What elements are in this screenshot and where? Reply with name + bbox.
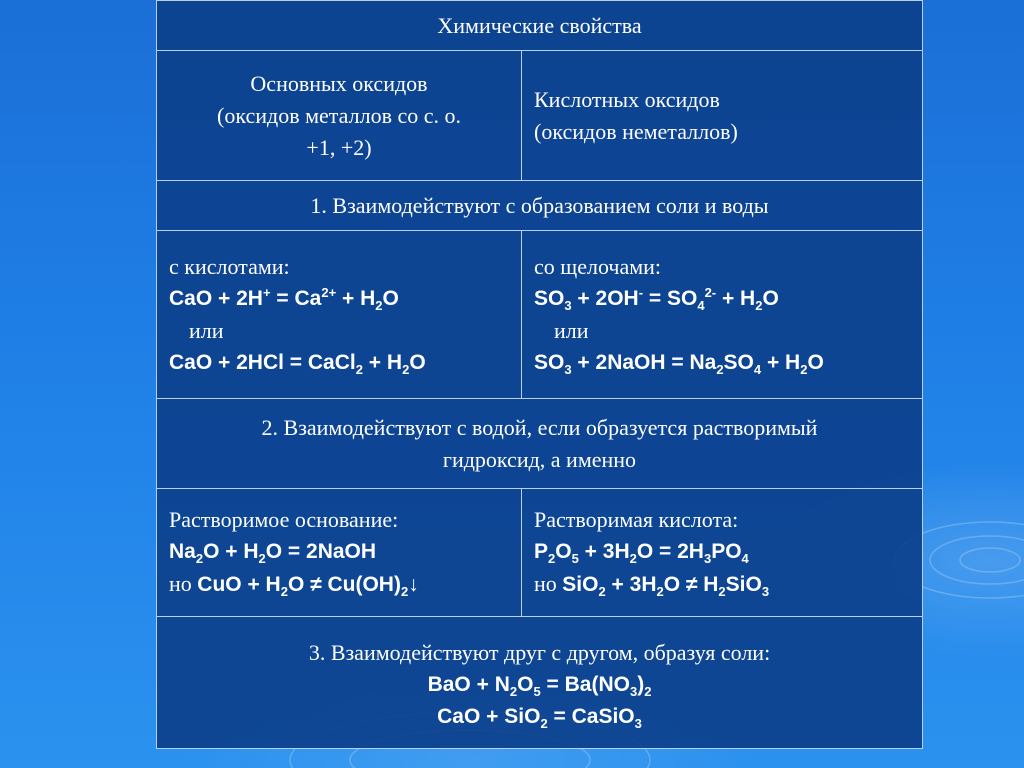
basic-oxides-subtitle: (оксидов металлов со с. о. [217,102,461,128]
chemical-properties-table [156,0,923,749]
acidic-oxides-header-cell [522,51,923,181]
table-title-cell [157,1,923,51]
section2-basic-exception: но CuO + $H_2O$ ≠ $Cu(OH)_2↓$ [169,571,419,600]
section2-basic-equation: $Na_2O + H_2O$ = 2NaOH [169,540,377,567]
section3-equation1: BaO + $N_2O_5 = Ba(NO_3)_2$ [427,673,652,700]
section1-basic-ionic-equation: CaO + $2H^+ = Ca^{2+} + H_2O$ [169,284,399,313]
section1-acidic-or: или [554,317,589,343]
section2-heading-line1: 2. Взаимодействуют с водой, если образуется растворимый [261,414,818,440]
section2-basic-label: Растворимое основание: [169,507,399,532]
section1-acidic-cell [522,231,923,399]
section2-acidic-cell [522,489,923,617]
acidic-oxides-title: Кислотных оксидов [534,86,720,112]
section1-acidic-ionic-equation: $SO_3 + 2OH^- = SO_4^{2-} + H_2O$ [534,284,779,313]
basic-oxides-title: Основных оксидов [250,70,428,96]
table-title: Химические свойства [437,12,642,38]
section2-acidic-but: но [534,571,557,596]
acidic-oxides-subtitle: (оксидов неметаллов) [534,118,738,144]
section2-acidic-exception: но $SiO_2 + 3H_2O \ne H_2SiO_3$ [534,571,770,600]
section1-basic-or: или [189,317,224,343]
section2-basic-but: но [169,571,192,596]
section3-heading: 3. Взаимодействуют друг с другом, образуя соли: [308,640,771,665]
section1-basic-label: с кислотами: [169,253,290,279]
basic-oxides-oxidation-states: +1, +2) [306,134,372,160]
basic-oxides-header-cell [157,51,522,181]
section1-basic-cell [157,231,522,399]
section2-acidic-label: Растворимая кислота: [534,507,739,532]
section2-heading-cell [157,399,923,489]
section2-acidic-equation: $P_2O_5 + 3H_2O = 2H_3PO_4$ [534,540,749,567]
section1-acidic-label: со щелочами: [534,253,662,279]
section3-equation2: CaO + SiO$_2$ = CaSiO$_3$ [437,705,642,732]
section2-heading-line2: гидроксид, а именно [442,446,637,472]
section3-cell [157,617,923,749]
section1-heading-cell [157,181,923,231]
section1-heading: 1. Взаимодействуют с образованием соли и воды [310,192,769,218]
section1-acidic-molecular-equation: $SO_3$ + 2NaOH = $Na_2SO_4 + H_2O$ [534,350,824,377]
section1-basic-molecular-equation: CaO + 2HCl = CaCl$_2$ + $H_2O$ [169,350,426,377]
section2-basic-cell [157,489,522,617]
